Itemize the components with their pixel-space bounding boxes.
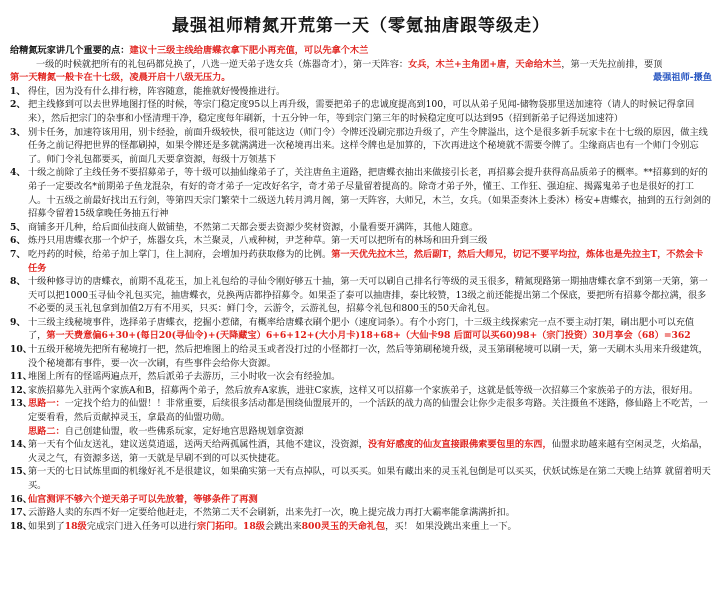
- intro-line-2: [10, 58, 712, 72]
- guide-item-text: [28, 343, 712, 370]
- body-text: 。: [233, 520, 243, 532]
- body-text: 把主线修到可以去世界地图打怪的时候，等宗门稳定度95以上再升级，需要把弟子的忠诚度提高到100，可以从弟子见闻-储物袋那里送加速符（请人的时候记得拿回来），然后把宗门的杂事和小怪清理干净，稳定度每年刷新，十五分钟一年，等到宗门第三年的时候稳定度可以达到95（招到新弟子记得送加速符）: [28, 99, 695, 124]
- highlight-text: 第一天费意偏6+30+(每日20(寻仙令)+(天降藏宝）6+6+12+(大小月卡)18+68+（大仙卡98 后面可以买60)98+（宗门投资）30月享会（68）=362: [46, 330, 691, 342]
- guide-item: [10, 85, 712, 99]
- body-text: 吃丹药的时候，给弟子加上掌门，住上洞府，会增加丹药获取修为的比例。: [28, 248, 332, 260]
- guide-item-number: 12、: [10, 384, 32, 396]
- guide-item-text: [28, 438, 712, 465]
- guide-content: [10, 44, 712, 533]
- guide-item-text: [28, 166, 712, 220]
- guide-item-number: 14、: [10, 439, 32, 451]
- body-text: ，云游令，云游礼包，招募令礼包和800玉的50天命礼包。: [254, 303, 495, 315]
- body-text: 十五级开秘境先把所有秘境打一把，然后把堆图上的给灵玉或者没打过的小怪都打一次，然后等第刷秘境升级，灵玉第刷秘境可以刷一天，第一天刷木头用来升级建筑，没个秘境都有事件，要一次一次刷，有些事件会给你大资源。: [28, 344, 708, 369]
- guide-item-text: [28, 248, 712, 275]
- guide-item: [10, 275, 712, 316]
- guide-item-text: [28, 520, 712, 534]
- body-text: 十三级主线秘境事件，选择弟子唐蝶衣，挖掘小惹储，有概率给唐蝶衣刷个肥小（速度词条）。有个小窍门，十三级主线探索完一点不要主动打架，刷出肥小可以充值了，: [28, 316, 695, 342]
- body-text: ，买！ 如果没跳出来重上一下。: [385, 520, 517, 532]
- guide-item: [10, 520, 712, 534]
- body-text: 得住，因为没有什么排行榜，阵容随意，能推就好慢慢推进行。: [28, 85, 286, 97]
- body-text: 商铺多开几种，给后面仙技商人做铺垫，不然第二天都会要去资源少奖材资源，小量看要开满阵，其他人随意。: [28, 221, 479, 233]
- body-text: 自己创建仙盟，收一些佛系玩家，定好地宫思路规划拿资源: [64, 425, 304, 437]
- highlight-text: 思路一：: [28, 398, 65, 410]
- intro-line-2-text: 一级的时候就把所有的礼包码都兑换了，八选一逆天弟子选女兵（炼器奇才），第一天阵容：: [36, 58, 409, 70]
- guide-item-number: 5、: [10, 221, 26, 233]
- guide-item: [10, 425, 712, 439]
- guide-item-text: [28, 275, 712, 316]
- guide-item-number: 7、: [10, 248, 26, 260]
- body-text: 如果到了: [28, 520, 65, 532]
- body-text: 第一天的七日试炼里面的机缘好礼不是很建议，如果确实第一天有点掉队，可以买买。如果有藏出来的灵玉礼包倒是可以买买，伏妖试炼是在第二天晚上结算 就留着明天买。: [28, 466, 711, 491]
- guide-item-number: 1、: [10, 85, 26, 97]
- guide-item-text: [28, 98, 712, 125]
- guide-item: [10, 316, 712, 343]
- guide-item-text: [28, 493, 712, 507]
- guide-item-text: [28, 126, 712, 167]
- body-text: 十级种修寻访的唐蝶衣，前期不乱花玉，加上礼包给的寻仙令刚好够五十抽，第一天可以刷自己排名行等级的灵玉很多，精氮现路第一期抽唐蝶衣拿不到第一天第，第一天可以把1000玉寻仙令礼包买完，抽唐蝶衣，兑换两店都挣招募令。如果歪了泰可以抽唐排，泰比较赞，13级之前还能提出第二个保底，要把所有招募令都拉满，很多不必要的灵玉礼包拿到加值2万有不用买，只买：: [28, 276, 708, 315]
- guide-item-number: 2、: [10, 99, 26, 111]
- guide-item-number: 15、: [10, 466, 32, 478]
- highlight-text: 宗门拓印: [196, 520, 234, 532]
- guide-item-number: 13、: [10, 398, 32, 410]
- intro-lead-highlight: 建议十三级主线给唐蝶衣拿下肥小再充值，可以先拿个木兰: [129, 45, 369, 56]
- guide-item: [10, 370, 712, 384]
- guide-item-number: 6、: [10, 235, 26, 247]
- guide-item-number: 3、: [10, 126, 26, 138]
- guide-item-text: [28, 234, 712, 248]
- body-text: 十级之前除了主线任务不要招募弟子，等十级可以抽仙缘弟子了，关注唐鱼主道路，把唐蝶衣抽出来做接引长老，再招募会提升获得高品质弟子的概率。**招募到的好的弟子一定要改名*前期弟子鱼龙混杂，有好的奇才弟子一定改好名字，奇才弟子尽量留着提高的。除奇才弟子外，懂王、工作狂、强迫症、揭露鬼弟子也是很好的打工人。十五级之前最好找出五行剑，等第四天宗门繁荣十二级送九转月鸿月阁，第一天阵容，大师兄，木兰，女兵。（如果歪奏沐上委沐）杨安+唐蝶衣，抽到的五行剑剑的招募令留着15级拿晚任务抽五行神: [28, 167, 711, 220]
- guide-item: [10, 438, 712, 465]
- guide-item: [10, 384, 712, 398]
- body-text: 堆图上所有的怪谣两遍点开，然后派弟子去游历，三小时收一次会有经验加。: [28, 371, 341, 383]
- guide-item-number: 9、: [10, 316, 26, 328]
- highlight-text: 18级: [64, 520, 87, 532]
- highlight-text: 没有好感度的仙友直接跟佛索要包里的东西，: [367, 439, 552, 451]
- guide-item-number: 4、: [10, 167, 26, 179]
- body-text: 仙盟求助越来越有空闲灵芝，火焰晶，火灵之气，有资源多送，第一天就是早刷不到的可以买快捷花。: [28, 439, 708, 464]
- guide-item: [10, 506, 712, 520]
- guide-item-text: [28, 397, 712, 424]
- highlight-text: 18级: [242, 520, 265, 532]
- body-text: 家族招募先入驻两个家族A和B，招募两个弟子，然后放弃A家族，进驻C家族，这样又可以招募一个家族弟子，这就是低等级一次招募三个家族弟子的方法，很好用。: [28, 384, 699, 396]
- intro-line-2-end: ，第一天先拉前排，要顶: [561, 58, 663, 70]
- body-text: 第一天有个仙友送礼，建议送莫逍遥，送两天给两孤属性酒，其他不建议，没资源，: [28, 439, 368, 451]
- body-text: 炼丹只用唐蝶衣那一个炉子，炼器女兵，木兰聚灵，八戒种树，尹芝种草。第一天可以把所有的林场和田升到三级: [28, 235, 488, 247]
- guide-item: [10, 126, 712, 167]
- author-signature: 最强祖师-摄鱼: [653, 72, 712, 84]
- guide-item: [10, 234, 712, 248]
- guide-item: [10, 397, 712, 424]
- highlight-text: 思路二：: [28, 425, 65, 437]
- intro-line-1: [10, 44, 712, 58]
- body-text: 会跳出来: [264, 520, 302, 532]
- guide-list: [10, 85, 712, 534]
- highlight-text: 第一天优先拉木兰，然后副T，然后大师兄，切记不要平均拉，炼体也是先拉主T，不然会卡任务: [28, 248, 704, 274]
- guide-item-text: [28, 384, 712, 398]
- guide-item: [10, 343, 712, 370]
- intro-line-3: [10, 71, 712, 85]
- guide-item-number: 16、: [10, 493, 32, 505]
- guide-item-text: [28, 370, 712, 384]
- guide-item: [10, 166, 712, 220]
- guide-item-text: [28, 85, 712, 99]
- guide-item: [10, 493, 712, 507]
- body-text: 鲜门令: [226, 303, 255, 315]
- intro-lead: 给精氮玩家讲几个重要的点：: [10, 45, 130, 56]
- guide-item-number: 17、: [10, 507, 32, 519]
- body-text: 云游路人卖的东西不好一定要给他赶走，不然第二天不会刷新，出来先打一次，晚上提完战力再打大霸率能拿满满折扣。: [28, 507, 515, 519]
- guide-item-number: 18、: [10, 520, 32, 532]
- guide-item-number: 8、: [10, 276, 26, 288]
- guide-item-text: [28, 425, 712, 439]
- highlight-text: 800灵玉的天命礼包: [301, 520, 386, 532]
- intro-level-note: 第一天精氮一般卡在十七级，凌晨开启十八级无压力。: [10, 72, 231, 84]
- guide-item-text: [28, 506, 712, 520]
- guide-item: [10, 248, 712, 275]
- guide-item: [10, 98, 712, 125]
- guide-item-text: [28, 221, 712, 235]
- body-text: 别卡任务，加速符该用用，别卡经验，前面升级较快，很可能这边（师门令）令牌还没刷完那边升级了，产生令牌溢出，这个是很多新手玩家卡在十七级的原因，做主线任务之前记得把世界的怪都刷掉，如果令牌还是多就满满进一次秘境再出来。这样令牌也是加算的，下次再进这个秘境就不需要令牌了。尘缘商店也有一个师门令别忘了。师门令礼包都要买，前面几天要拿资源，每级十万领基下: [28, 126, 708, 165]
- body-text: 完成宗门进入任务可以进行: [86, 520, 197, 532]
- guide-item-number: 11、: [10, 371, 32, 383]
- guide-item-number: 10、: [10, 344, 32, 356]
- body-text: 一定找个给力的仙盟！！非常重要，后续很多活动都是围绕仙盟展开的，一个活跃的战力高的仙盟会让你少走很多弯路。关注摄鱼不迷路，修仙路上不吃苦，一定要看看，然后贡献掉灵玉，拿最高的仙盟功勋。: [28, 398, 708, 424]
- highlight-text: 仙宫测评不够六个逆天弟子可以先放着，等够条件了再测: [28, 493, 258, 505]
- guide-item-text: [28, 316, 712, 343]
- intro-lineup-highlight: 女兵，木兰+主角团+唐，天命给木兰: [408, 58, 562, 70]
- guide-item-text: [28, 465, 712, 492]
- guide-item: [10, 221, 712, 235]
- guide-item: [10, 465, 712, 492]
- page-title: 最强祖师精氮开荒第一天（零氪抽唐跟等级走）: [172, 16, 550, 36]
